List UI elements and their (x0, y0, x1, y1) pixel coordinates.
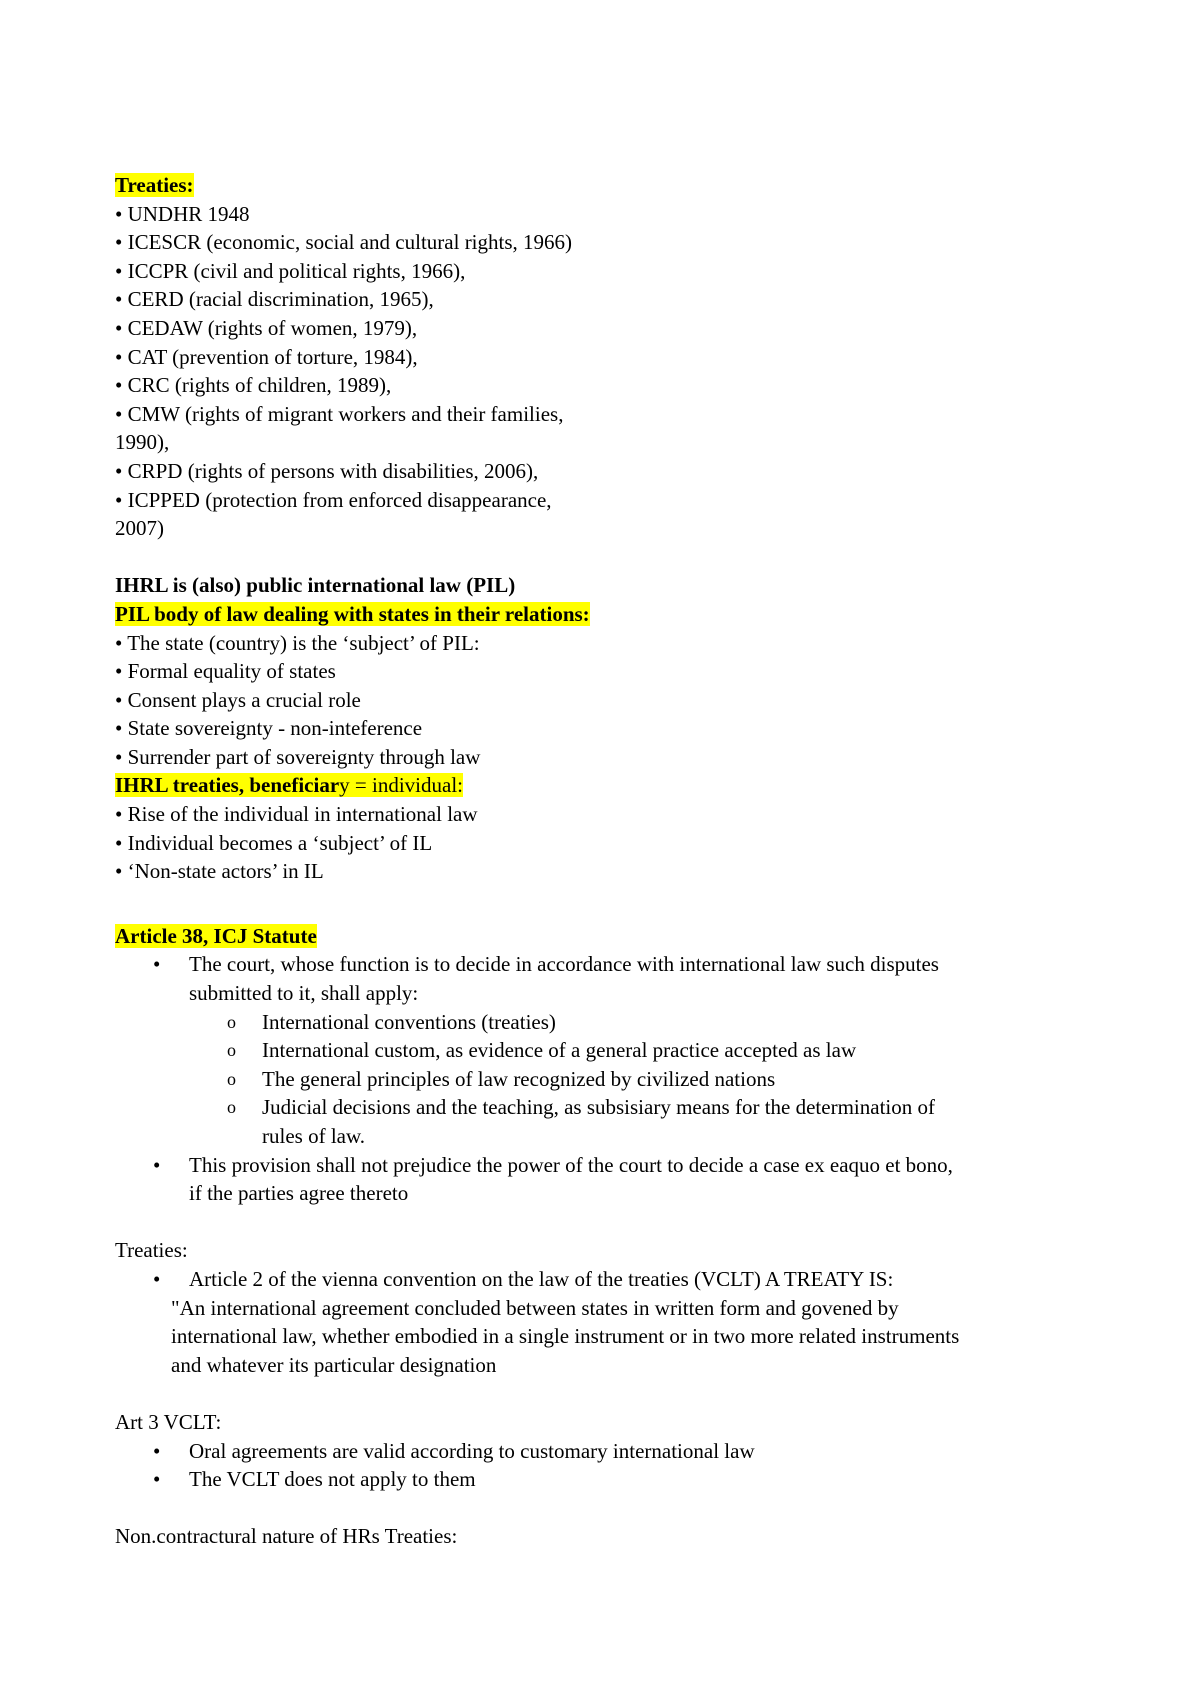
list-item: • Article 2 of the vienna convention on the law of the treaties (VCLT) A TREATY IS: (115, 1265, 1115, 1294)
list-item: • CRC (rights of children, 1989), (115, 373, 392, 398)
list-item-continuation: 2007) (115, 516, 164, 541)
circle-bullet-icon: o (227, 1097, 236, 1118)
list-item: • UNDHR 1948 (115, 201, 250, 226)
ihrl-heading: IHRL is (also) public international law (PIL) (115, 573, 516, 598)
list-item: • State sovereignty - non-inteference (115, 716, 423, 741)
treaties-heading: Treaties: (115, 173, 194, 197)
list-item: • Surrender part of sovereignty through law (115, 744, 481, 769)
list-item: • Consent plays a crucial role (115, 687, 361, 712)
bullet-icon: • (153, 952, 161, 977)
list-item: • CRPD (rights of persons with disabilities, 2006), (115, 458, 539, 483)
sub-list-item: o International custom, as evidence of a general practice accepted as law (115, 1036, 1115, 1065)
treaties-list (115, 200, 1115, 543)
bullet-icon: • (153, 1152, 161, 1177)
list-item: • CERD (racial discrimination, 1965), (115, 287, 434, 312)
circle-bullet-icon: o (227, 1040, 236, 1061)
list-item: • Rise of the individual in international law (115, 802, 478, 827)
list-item: • ICCPR (civil and political rights, 1966), (115, 258, 466, 283)
art3-heading: Art 3 VCLT: (115, 1409, 222, 1434)
sub-list-item: o Judicial decisions and the teaching, as subsisiary means for the determination of rules of law. (227, 1095, 935, 1148)
bullet-icon: • (153, 1438, 161, 1463)
list-item: • Individual becomes a ‘subject’ of IL (115, 830, 433, 855)
treaty-definition-quote: "An international agreement concluded between states in written form and govened by international law, whether embodied in a single instrument or in two more related instruments and whatever its particular designation (171, 1295, 960, 1377)
list-item: • ICPPED (protection from enforced disappearance, (115, 487, 552, 512)
sub-list-item: o International conventions (treaties) (115, 1008, 1115, 1037)
list-item: • CEDAW (rights of women, 1979), (115, 315, 418, 340)
circle-bullet-icon: o (227, 1011, 236, 1032)
list-item: • CAT (prevention of torture, 1984), (115, 344, 418, 369)
list-item-continuation: 1990), (115, 430, 170, 455)
list-item: • ICESCR (economic, social and cultural rights, 1966) (115, 230, 573, 255)
document-body (115, 171, 1115, 1551)
list-item: • Oral agreements are valid according to customary international law (115, 1437, 1115, 1466)
list-item: • ‘Non-state actors’ in IL (115, 859, 324, 884)
ihrl-treaties-heading: IHRL treaties, beneficiary = individual: (115, 773, 463, 798)
bullet-icon: • (153, 1266, 161, 1291)
pil-heading: PIL body of law dealing with states in their relations: (115, 601, 590, 626)
list-item: • The VCLT does not apply to them (115, 1465, 1115, 1494)
noncontractual-heading: Non.contractural nature of HRs Treaties: (115, 1524, 458, 1549)
individual-list (115, 800, 1115, 886)
bullet-icon: • (153, 1467, 161, 1492)
list-item: • CMW (rights of migrant workers and their families, (115, 401, 564, 426)
list-item: • Formal equality of states (115, 659, 336, 684)
list-item: • The court, whose function is to decide in accordance with international law such disputes submitted to it, shall apply: (153, 952, 939, 1006)
article38-heading: Article 38, ICJ Statute (115, 923, 317, 948)
circle-bullet-icon: o (227, 1068, 236, 1089)
list-item: • The state (country) is the ‘subject’ of PIL: (115, 630, 480, 655)
treaties2-heading: Treaties: (115, 1238, 188, 1263)
list-item: • This provision shall not prejudice the power of the court to decide a case ex eaquo et bono, if the parties agree thereto (153, 1152, 953, 1206)
pil-list (115, 629, 1115, 772)
sub-list-item: o The general principles of law recognized by civilized nations (115, 1065, 1115, 1094)
